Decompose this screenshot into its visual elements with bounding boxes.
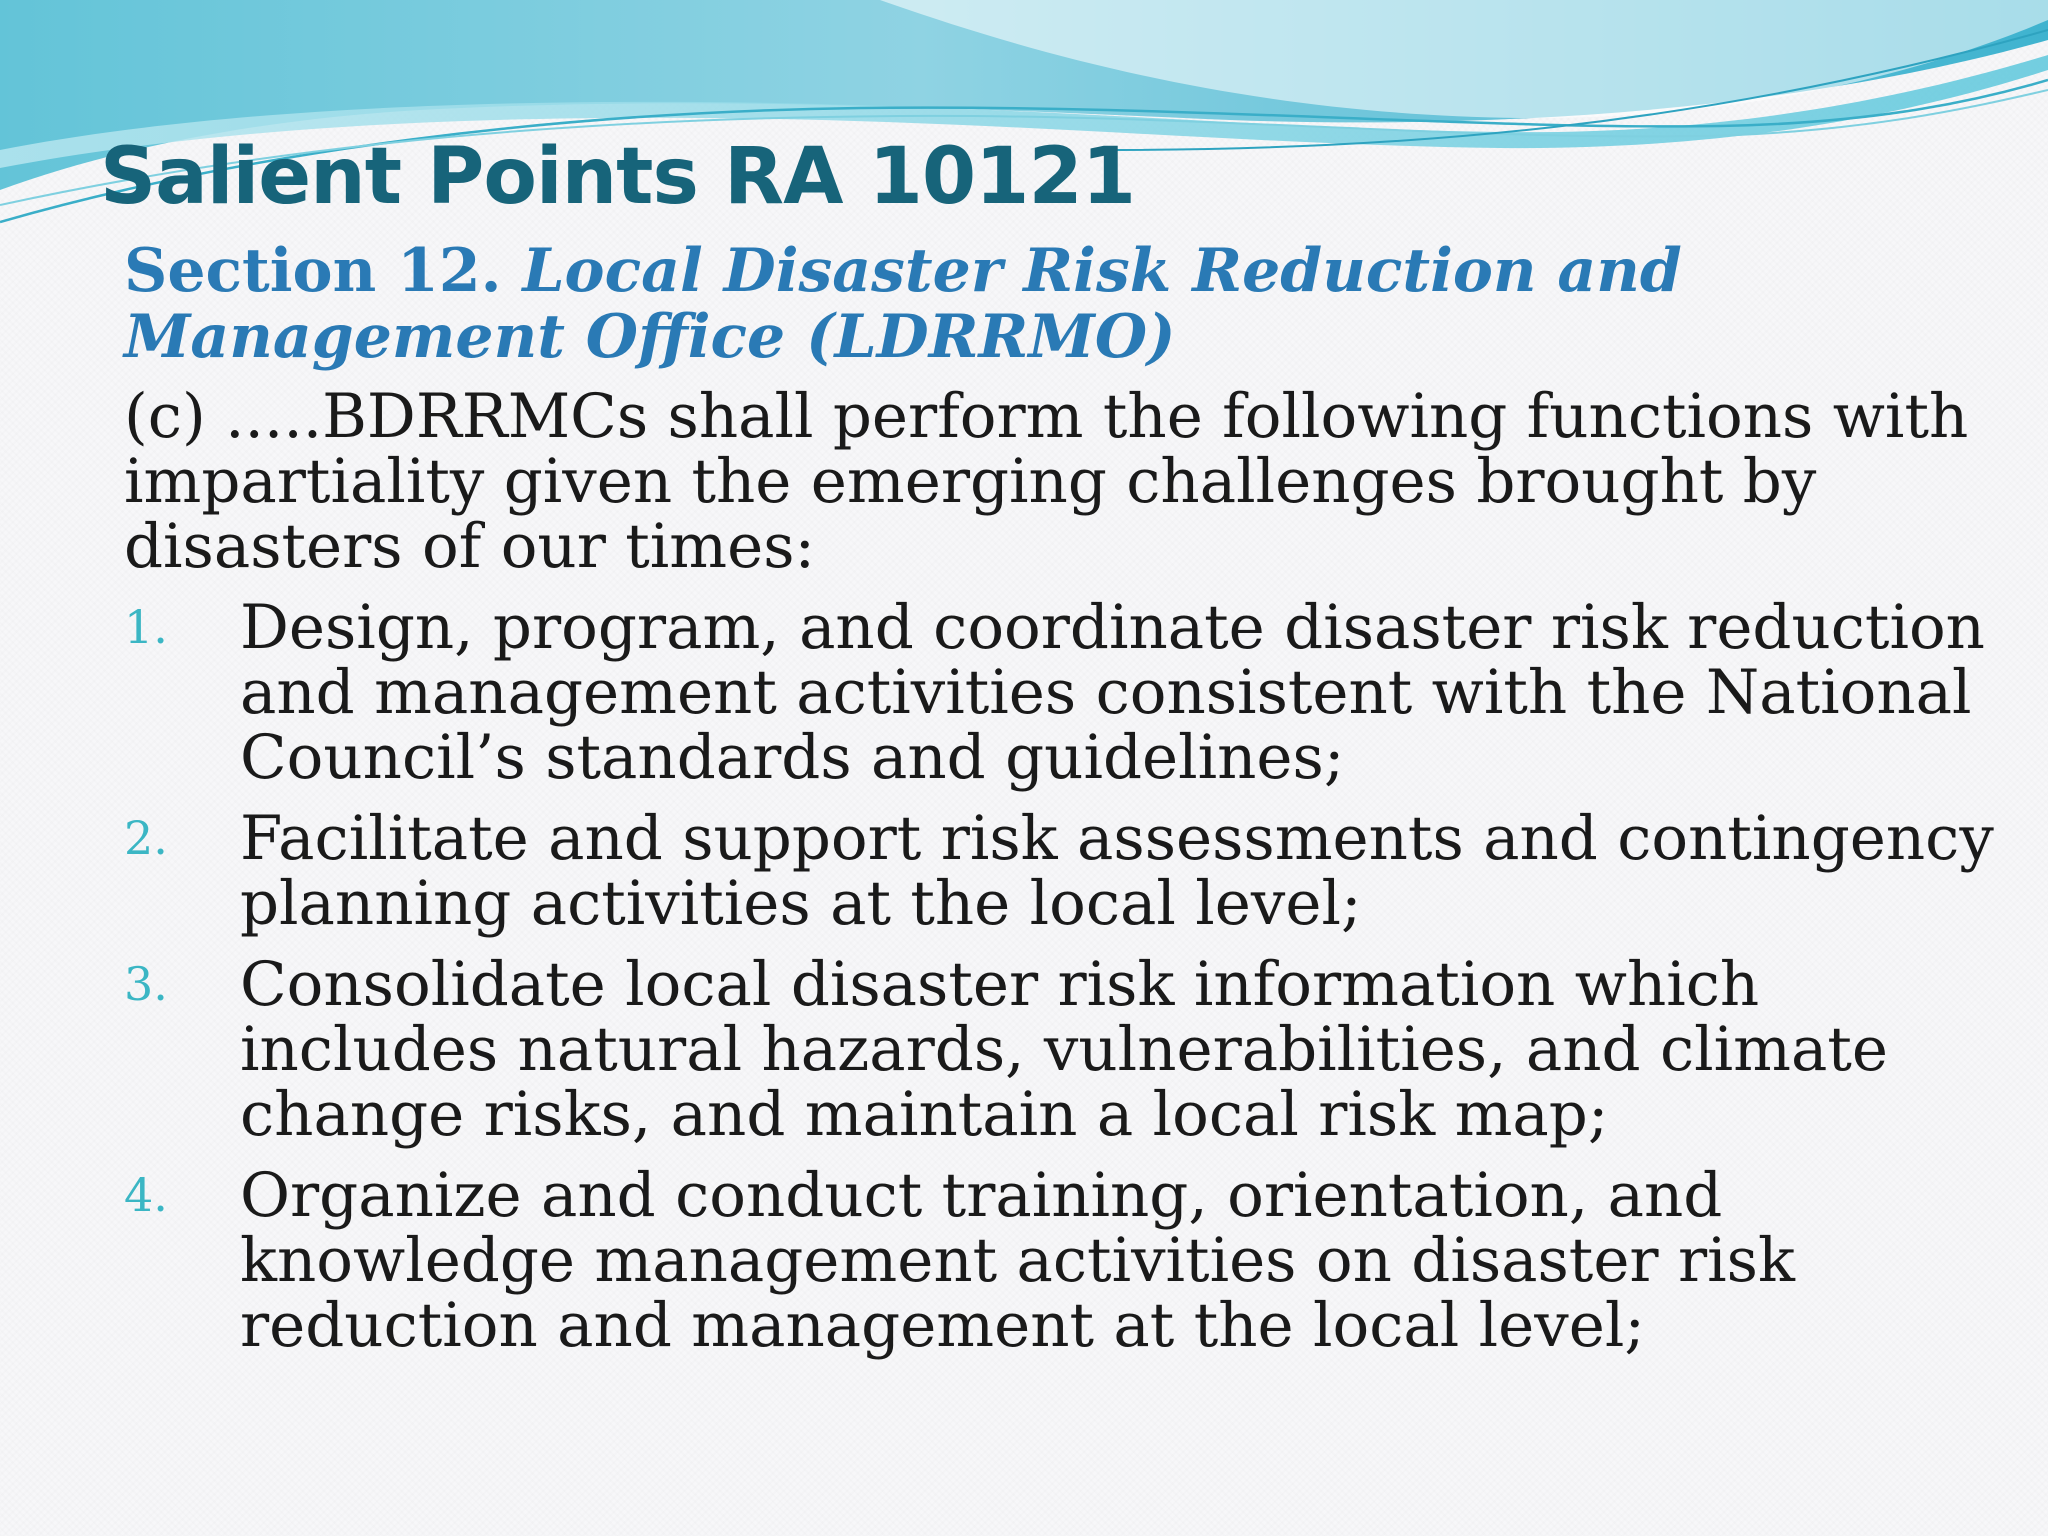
slide-body xyxy=(124,238,2004,1374)
section-name: Local Disaster Risk Reduction and Management Office (LDRRMO) xyxy=(124,236,1682,372)
list-item-text: Organize and conduct training, orientation, and knowledge management activities on disaster risk reduction and management at the local level; xyxy=(240,1160,1795,1361)
list-item xyxy=(124,1160,2004,1361)
list-item xyxy=(124,592,2004,793)
slide-title: Salient Points RA 10121 xyxy=(100,132,1135,222)
list-item xyxy=(124,949,2004,1150)
intro-paragraph: (c) .....BDRRMCs shall perform the following functions with impartiality given the emerging challenges brought by disasters of our times: xyxy=(124,381,1969,582)
list-item xyxy=(124,803,2004,939)
list-item-number: 4. xyxy=(124,1168,168,1222)
functions-list xyxy=(124,592,2004,1361)
list-item-text: Consolidate local disaster risk information which includes natural hazards, vulnerabilities, and climate change risks, and maintain a local risk map; xyxy=(240,949,1888,1150)
list-item-number: 3. xyxy=(124,957,168,1011)
section-heading xyxy=(124,238,2004,370)
list-item-number: 1. xyxy=(124,600,168,654)
list-item-text: Facilitate and support risk assessments and contingency planning activities at the local level; xyxy=(240,803,1994,939)
list-item-text: Design, program, and coordinate disaster risk reduction and management activities consistent with the National Council’s standards and guidelines; xyxy=(240,592,1985,793)
section-label: Section 12. xyxy=(124,236,523,306)
list-item-number: 2. xyxy=(124,811,168,865)
